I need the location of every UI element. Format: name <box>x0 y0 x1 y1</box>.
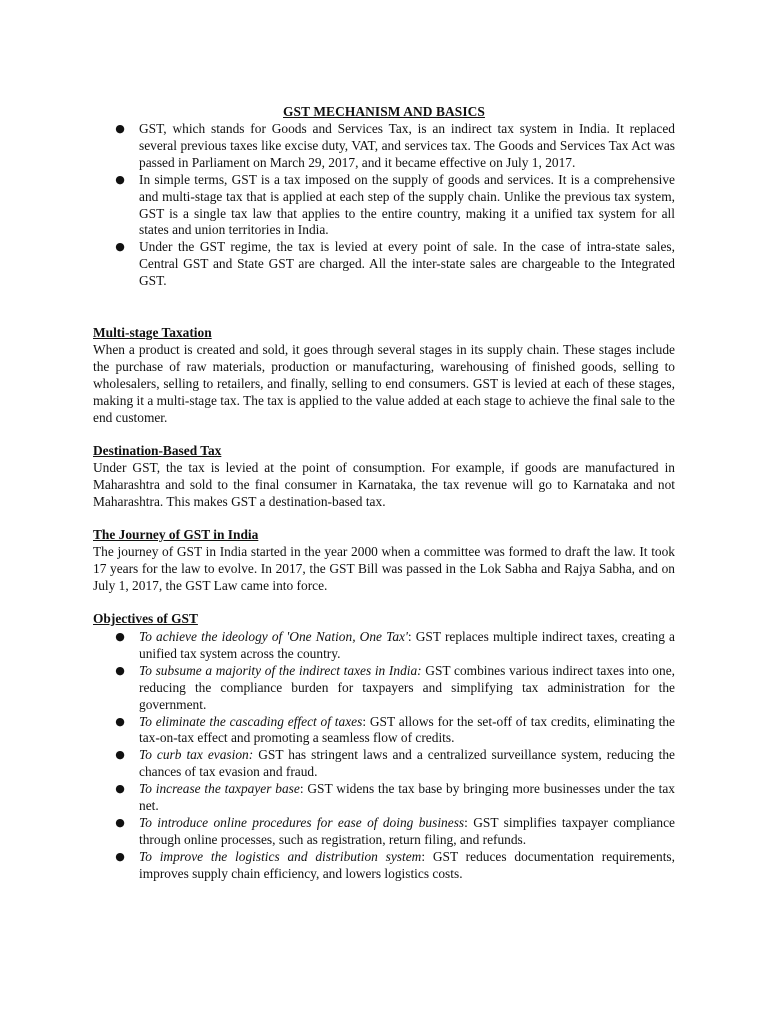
section-heading: Destination-Based Tax <box>93 443 222 458</box>
list-item <box>115 814 675 849</box>
list-item <box>115 239 675 290</box>
bullet-text: GST, which stands for Goods and Services Tax, is an indirect tax system in India. It replaced several previous taxes like excise duty, VAT, and services tax. The Goods and Services Tax Act was passed in Parliament on March 29, 2017, and it became effective on July 1, 2017. <box>139 121 675 170</box>
objective-lead: To eliminate the cascading effect of taxes <box>139 713 363 729</box>
bullet-icon: ● <box>115 714 125 728</box>
objective-text: : GST allows for the set-off of tax credits, eliminating the tax-on-tax effect and promoting a seamless flow of credits. <box>139 713 675 746</box>
objective-lead: To curb tax evasion: <box>139 747 254 763</box>
list-item <box>115 781 676 815</box>
section-heading: Objectives of GST <box>93 611 198 626</box>
objective-text: : GST reduces documentation requirements, improves supply chain efficiency, and lowers logistics costs. <box>139 848 675 881</box>
bullet-icon: ● <box>115 630 125 643</box>
objective-text: : GST widens the tax base by bringing more businesses under the tax net. <box>139 781 676 814</box>
bullet-icon: ● <box>115 663 125 677</box>
objective-text: : GST replaces multiple indirect taxes, creating a unified tax system across the country. <box>139 629 675 661</box>
objective-text: : GST simplifies taxpayer compliance through online processes, such as registration, return filing, and refunds. <box>139 814 675 847</box>
section-body: Under GST, the tax is levied at the point of consumption. For example, if goods are manufactured in Maharashtra and sold to the final consumer in Karnataka, the tax revenue will go to Karnataka and not Maharashtra. This makes GST a destination-based tax. <box>93 459 675 509</box>
objective-lead: To introduce online procedures for ease of doing business <box>139 814 465 830</box>
bullet-text: Under the GST regime, the tax is levied at every point of sale. In the case of intra-state sales, Central GST and State GST are charged. All the inter-state sales are chargeable to the Integrated GST. <box>139 239 675 289</box>
intro-bullet-list <box>115 121 675 290</box>
bullet-icon: ● <box>115 172 125 186</box>
list-item <box>115 662 675 714</box>
list-item <box>115 848 675 883</box>
objective-lead: To achieve the ideology of 'One Nation, One Tax' <box>139 629 408 644</box>
objective-text: GST combines various indirect taxes into one, reducing the compliance burden for taxpayers and simplifying tax administration for the government. <box>139 662 675 712</box>
section-body: When a product is created and sold, it goes through several stages in its supply chain. These stages include the purchase of raw materials, production or manufacturing, warehousing of finished goods, selling to wholesalers, selling to retailers, and finally, selling to end consumers. GST is levied at each of these stages, making it a multi-stage tax. The tax is applied to the value added at each stage to achieve the final sale to the end customer. <box>93 341 675 425</box>
bullet-text: In simple terms, GST is a tax imposed on the supply of goods and services. It is a comprehensive and multi-stage tax that is applied at each step of the supply chain. Unlike the previous tax system, GST is a single tax law that applies to the entire country, making it a unified tax system for all states and union territories in India. <box>139 171 675 238</box>
objective-lead: To improve the logistics and distribution system <box>139 848 422 864</box>
objective-lead: To subsume a majority of the indirect taxes in India: <box>139 662 422 678</box>
objective-lead: To increase the taxpayer base <box>139 781 300 797</box>
objectives-bullet-list <box>115 629 676 883</box>
bullet-icon: ● <box>115 782 125 796</box>
section-body: The journey of GST in India started in the year 2000 when a committee was formed to draft the law. It took 17 years for the law to evolve. In 2017, the GST Bill was passed in the Lok Sabha and Rajya Sabha, and on July 1, 2017, the GST Law came into force. <box>93 543 675 593</box>
list-item <box>115 121 675 172</box>
objective-text: GST has stringent laws and a centralized surveillance system, reducing the chances of tax evasion and fraud. <box>139 747 675 780</box>
list-item <box>115 713 675 748</box>
section-heading: Multi-stage Taxation <box>93 325 212 340</box>
bullet-icon: ● <box>115 240 125 254</box>
list-item <box>115 171 675 240</box>
section-heading: The Journey of GST in India <box>93 527 259 542</box>
bullet-icon: ● <box>115 122 125 135</box>
bullet-icon: ● <box>115 815 125 829</box>
section-multi-stage-taxation <box>93 325 675 426</box>
bullet-icon: ● <box>115 748 125 762</box>
section-destination-based-tax <box>93 443 675 511</box>
section-objectives-of-gst <box>93 611 675 628</box>
bullet-icon: ● <box>115 849 125 863</box>
list-item <box>115 747 675 781</box>
section-journey-of-gst <box>93 527 675 595</box>
document-title: GST MECHANISM AND BASICS <box>283 104 485 119</box>
list-item <box>115 629 675 663</box>
